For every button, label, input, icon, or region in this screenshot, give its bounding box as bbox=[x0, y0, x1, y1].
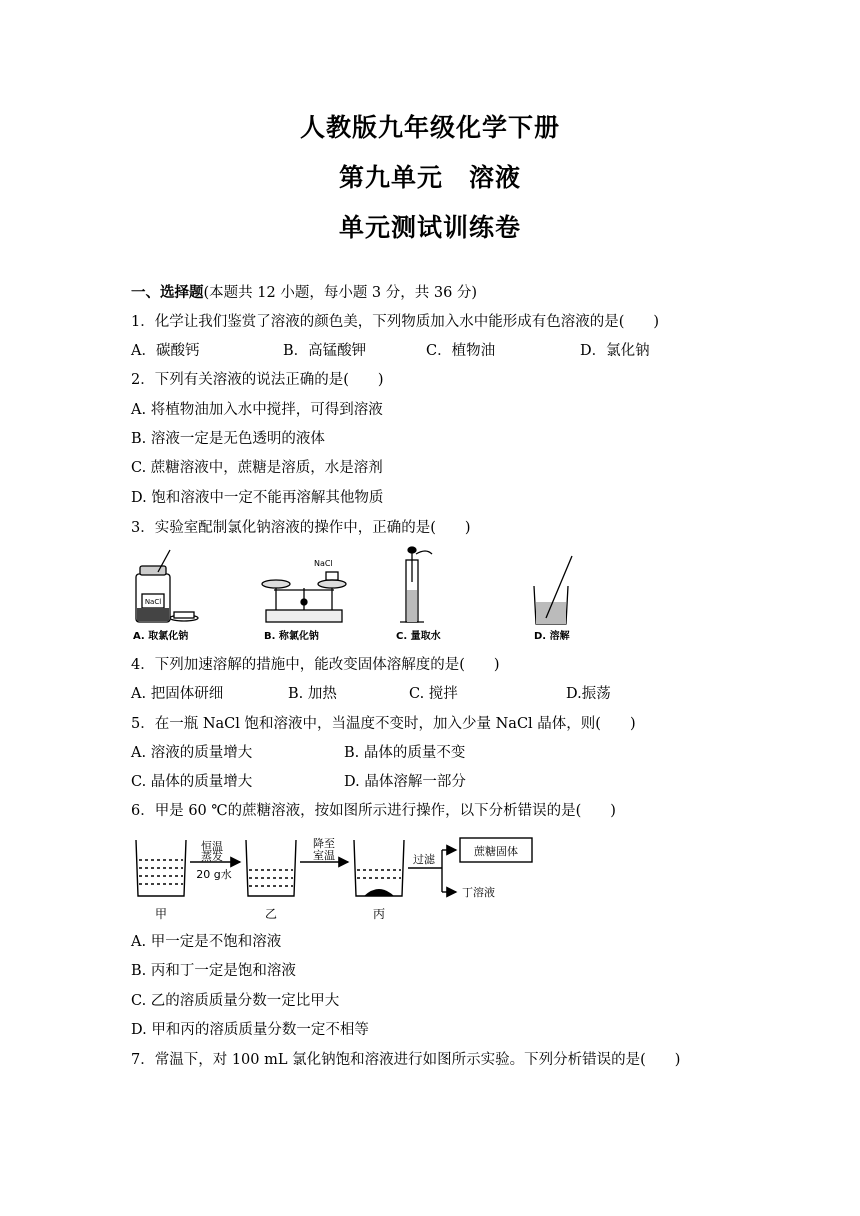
exam-title: 单元测试训练卷 bbox=[338, 213, 521, 242]
q5-option-a: A. 溶液的质量增大 bbox=[131, 745, 253, 761]
q4-option-a: A. 把固体研细 bbox=[131, 686, 224, 702]
q6-output-label: 丁溶液 bbox=[462, 886, 495, 899]
q3-fig-c-cylinder bbox=[400, 547, 432, 622]
q5-option-c: C. 晶体的质量增大 bbox=[131, 774, 253, 790]
section-desc: (本题共 12 小题，每小题 3 分，共 36 分) bbox=[203, 285, 478, 301]
section-heading bbox=[131, 283, 477, 303]
q6-label-yi: 乙 bbox=[264, 907, 278, 921]
section-name: 一、选择题 bbox=[131, 284, 204, 301]
q2-option-a: A. 将植物油加入水中搅拌，可得到溶液 bbox=[131, 402, 383, 418]
q6-label-bing: 丙 bbox=[372, 907, 386, 921]
q2-option-d: D. 饱和溶液中一定不能再溶解其他物质 bbox=[131, 490, 384, 506]
q6-option-d: D. 甲和丙的溶质质量分数一定不相等 bbox=[131, 1022, 369, 1038]
q5-option-b: B. 晶体的质量不变 bbox=[344, 745, 466, 761]
q4-option-d: D.振荡 bbox=[566, 686, 611, 702]
q7-stem: 7．常温下，对 100 mL 氯化钠饱和溶液进行如图所示实验。下列分析错误的是( ) bbox=[131, 1052, 681, 1068]
doc-title: 人教版九年级化学下册 bbox=[299, 113, 560, 142]
q3-fig-a-caption: A. 取氯化钠 bbox=[133, 631, 189, 642]
q3-fig-c-caption: C. 量取水 bbox=[396, 631, 441, 642]
q4-option-c: C. 搅拌 bbox=[409, 686, 458, 702]
q6-stem: 6．甲是 60 ℃的蔗糖溶液，按如图所示进行操作，以下分析错误的是( ) bbox=[131, 803, 616, 819]
q6-step1-top1: 恒温 bbox=[201, 840, 223, 853]
q5-stem: 5．在一瓶 NaCl 饱和溶液中，当温度不变时，加入少量 NaCl 晶体，则( ) bbox=[131, 716, 636, 732]
q1-option-a: A．碳酸钙 bbox=[131, 343, 200, 359]
q3-fig-d-beaker bbox=[534, 556, 572, 624]
q1-option-b: B．高锰酸钾 bbox=[283, 343, 367, 359]
q6-label-jia: 甲 bbox=[154, 907, 168, 921]
q3-scale-label: NaCl bbox=[314, 559, 333, 568]
q3-fig-b-scale bbox=[262, 572, 346, 622]
q2-stem: 2．下列有关溶液的说法正确的是( ) bbox=[131, 372, 384, 388]
q2-option-b: B. 溶液一定是无色透明的液体 bbox=[131, 431, 325, 447]
q2-option-c: C. 蔗糖溶液中，蔗糖是溶质，水是溶剂 bbox=[131, 460, 383, 476]
q1-option-c: C．植物油 bbox=[426, 343, 496, 359]
q3-stem: 3．实验室配制氯化钠溶液的操作中，正确的是( ) bbox=[131, 520, 471, 536]
q3-figure bbox=[128, 546, 588, 646]
q3-fig-b-caption: B. 称氯化钠 bbox=[264, 631, 319, 642]
q6-step1-bottom: 20 g水 bbox=[196, 868, 232, 881]
q6-step2-top1: 降至 bbox=[313, 837, 335, 850]
q6-box-label: 蔗糖固体 bbox=[474, 845, 518, 858]
q5-option-d: D. 晶体溶解一部分 bbox=[344, 774, 466, 790]
beaker-yi bbox=[246, 840, 296, 896]
unit-title: 第九单元 溶液 bbox=[338, 163, 521, 192]
q3-jar-label: NaCl bbox=[144, 598, 162, 606]
crystal-sediment bbox=[364, 889, 394, 896]
q4-option-b: B. 加热 bbox=[288, 686, 337, 702]
q3-fig-d-caption: D. 溶解 bbox=[534, 631, 570, 642]
beaker-bing bbox=[354, 840, 404, 896]
q1-stem: 1．化学让我们鉴赏了溶液的颜色美，下列物质加入水中能形成有色溶液的是( ) bbox=[131, 314, 660, 330]
q6-step1-top2: 蒸发 bbox=[201, 850, 223, 863]
q6-step2-top2: 室温 bbox=[313, 849, 335, 862]
q6-figure bbox=[130, 832, 550, 924]
q6-option-c: C. 乙的溶质质量分数一定比甲大 bbox=[131, 993, 340, 1009]
q6-option-b: B. 丙和丁一定是饱和溶液 bbox=[131, 963, 296, 979]
beaker-jia bbox=[136, 840, 186, 896]
q6-option-a: A. 甲一定是不饱和溶液 bbox=[131, 934, 282, 950]
q4-stem: 4．下列加速溶解的措施中，能改变固体溶解度的是( ) bbox=[131, 657, 500, 673]
q6-step3: 过滤 bbox=[413, 853, 435, 866]
q1-option-d: D．氯化钠 bbox=[580, 343, 650, 359]
q3-fig-a-jar bbox=[136, 550, 198, 622]
